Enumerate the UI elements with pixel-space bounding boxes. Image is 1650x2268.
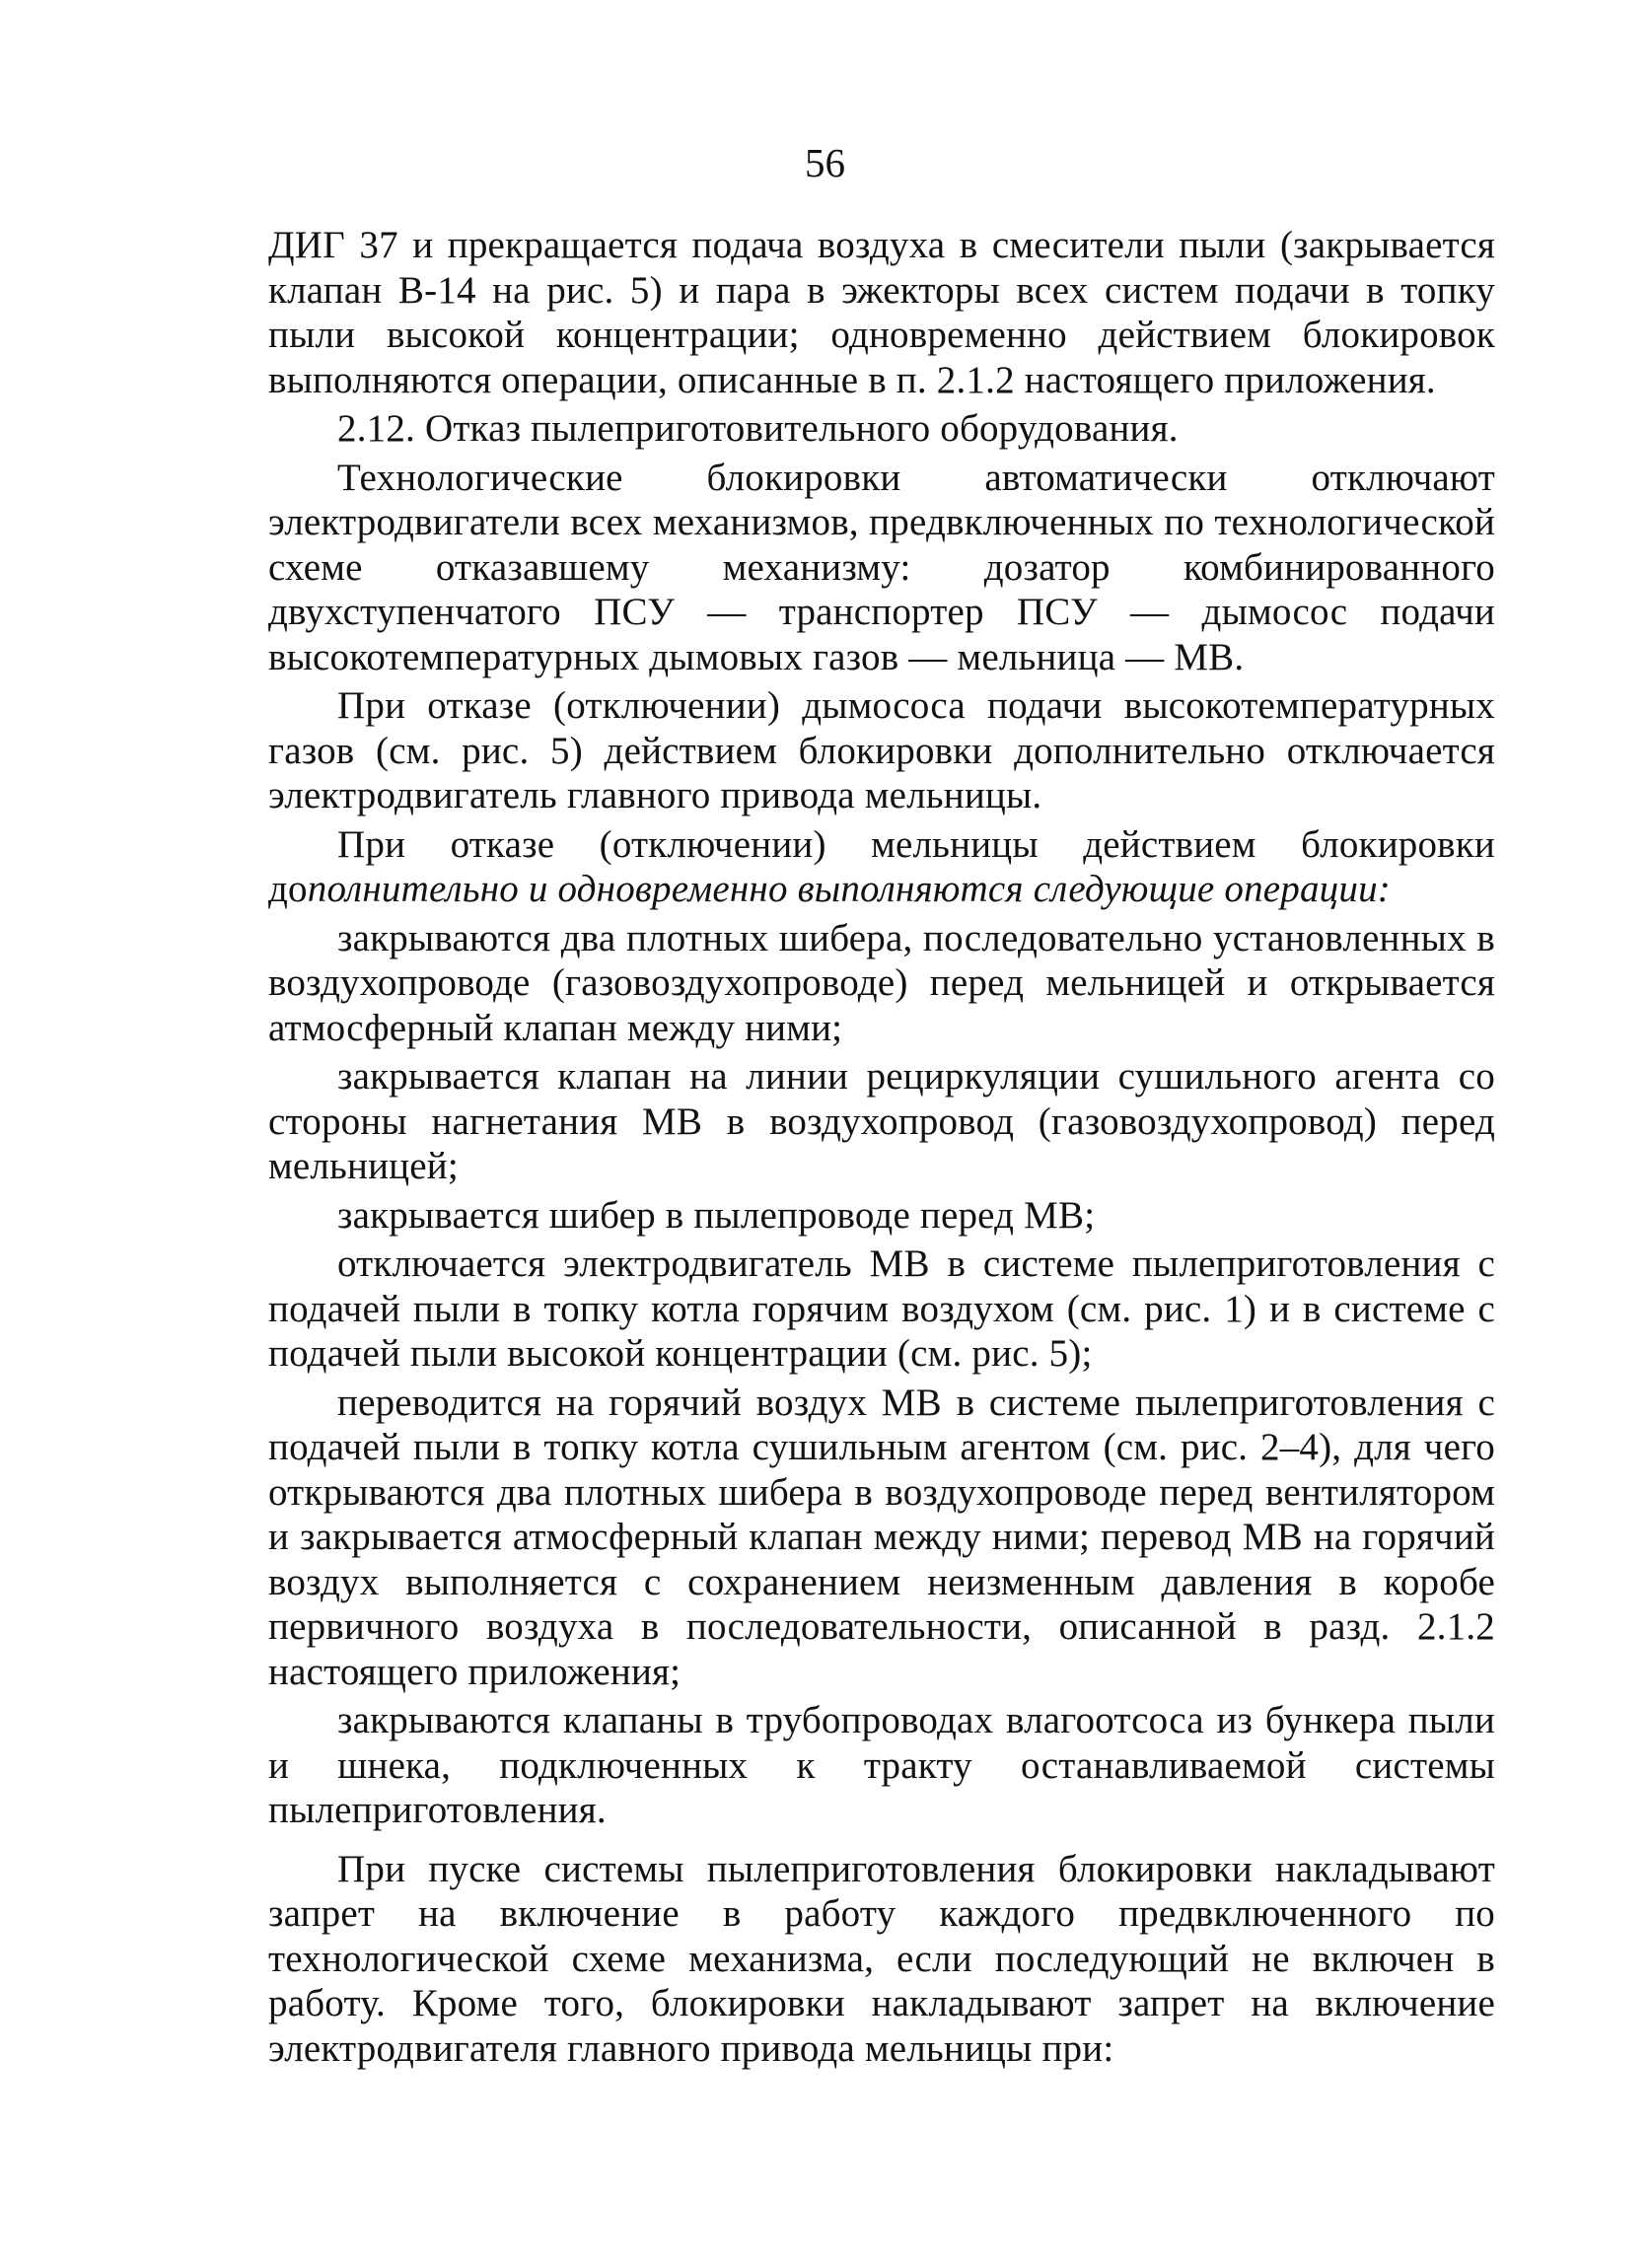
list-item-recirculation-valve xyxy=(268,1054,1495,1189)
list-item-text: закрывается шибер в пылепроводе перед МВ; xyxy=(337,1193,1096,1237)
paragraph-text: Технологические блокировки автоматически отключают электродвигатели всех механизмов, предвключенных по технологической схеме отказавшему механизму: дозатор комбинированного двухступенчатого ПСУ — транспортер ПСУ — дымосос подачи высокотемпературных дымовых газов — мельница — МВ. xyxy=(268,456,1495,678)
paragraph-text-italic: полнительно и одновременно выполняются следующие операции: xyxy=(307,868,1391,910)
paragraph-text: При отказе (отключении) дымососа подачи высокотемпературных газов (см. рис. 5) действием блокировки дополнительно отключается электродвигатель главного привода мельницы. xyxy=(268,684,1495,816)
list-item-moisture-valves xyxy=(268,1698,1495,1833)
list-item-dust-pipe-damper xyxy=(268,1193,1495,1239)
paragraph-spacer xyxy=(268,1833,1495,1847)
list-item-mill-fan-off xyxy=(268,1241,1495,1377)
list-item-text: переводится на горячий воздух МВ в системе пылеприготовления с подачей пыли в топку котла сушильным агентом (см. рис. 2–4), для чего открываются два плотных шибера в воздухопроводе перед вентилятором и закрывается атмосферный клапан между ними; перевод МВ на горячий воздух выполняется с сохранением неизменным давления в коробе первичного воздуха в последовательности, описанной в разд. 2.1.2 настоящего приложения; xyxy=(268,1381,1495,1693)
paragraph-startup-interlocks xyxy=(268,1847,1495,2072)
section-heading-text: 2.12. Отказ пылеприготовительного оборудования. xyxy=(337,407,1179,450)
list-item-text: закрываются два плотных шибера, последовательно установленных в воздухопроводе (газовоздухопроводе) перед мельницей и открывается атмосферный клапан между ними; xyxy=(268,916,1495,1049)
paragraph-text-normal: При отказе (отключении) мельницы действием блокировки до xyxy=(268,822,1495,910)
paragraph-smoke-exhauster-failure xyxy=(268,683,1495,818)
list-item-dampers-closed xyxy=(268,916,1495,1051)
paragraph-text: ДИГ 37 и прекращается подача воздуха в смесители пыли (закрывается клапан В-14 на рис. 5) и пара в эжекторы всех систем подачи в топку пыли высокой концентрации; одновременно действием блокировок выполняются операции, описанные в п. 2.1.2 настоящего приложения. xyxy=(268,224,1495,401)
paragraph-mill-failure xyxy=(268,822,1495,912)
list-item-text: отключается электродвигатель МВ в системе пылеприготовления с подачей пыли в топку котла горячим воздухом (см. рис. 1) и в системе с подачей пыли высокой концентрации (см. рис. 5); xyxy=(268,1242,1495,1375)
paragraph-interlocks xyxy=(268,456,1495,680)
section-heading-2-12 xyxy=(268,406,1495,452)
list-item-text: закрывается клапан на линии рециркуляции сушильного агента со стороны нагнетания МВ в воздухопровод (газовоздухопровод) перед мельницей; xyxy=(268,1055,1495,1187)
list-item-text: закрываются клапаны в трубопроводах влагоотсоса из бункера пыли и шнека, подключенных к тракту останавливаемой системы пылеприготовления. xyxy=(268,1699,1495,1831)
paragraph-text: При пуске системы пылеприготовления блокировки накладывают запрет на включение в работу каждого предвключенного по технологической схеме механизма, если последующий не включен в работу. Кроме того, блокировки накладывают запрет на включение электродвигателя главного привода мельницы при: xyxy=(268,1847,1495,2070)
body-text xyxy=(268,223,1495,2071)
list-item-hot-air-transfer xyxy=(268,1381,1495,1695)
page-number: 56 xyxy=(805,140,845,185)
paragraph-continuation xyxy=(268,223,1495,402)
